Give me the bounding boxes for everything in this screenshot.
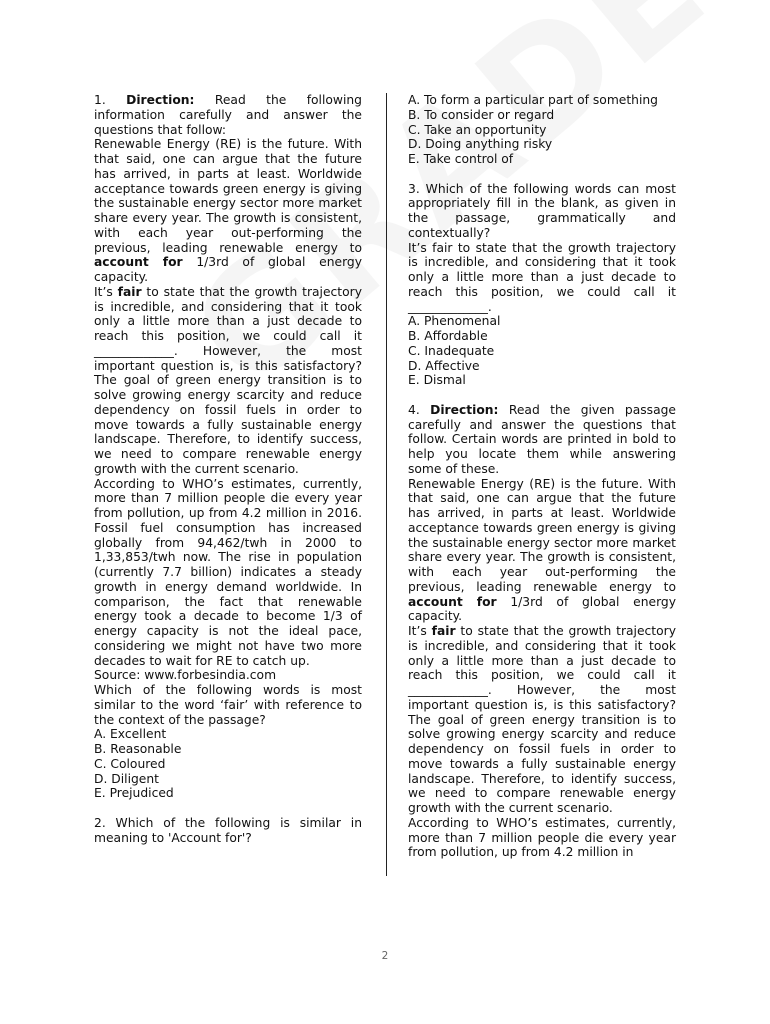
q1-bold-fair: fair: [117, 284, 142, 299]
q1-p2-text-a: It’s: [94, 284, 118, 299]
q4-bold-account-for: account for: [408, 594, 497, 609]
q1-question: Which of the following words is most similar to the word ‘fair’ with reference to the context of the passage?: [94, 683, 362, 727]
q4-direction-label: Direction:: [430, 402, 499, 417]
right-column: [408, 93, 676, 860]
q2-option-d: D. Doing anything risky: [408, 137, 553, 152]
q4-number: 4.: [408, 402, 420, 417]
q3-option-d: D. Affective: [408, 358, 480, 373]
q4-bold-fair: fair: [431, 624, 456, 638]
q3-question: 3. Which of the following words can most appropriately fill in the blank, as given in the passage, grammatically and contextually?: [408, 181, 676, 240]
q1-bold-account-for: account for: [94, 255, 183, 270]
q1-option-b: B. Reasonable: [94, 742, 182, 756]
q4-p1-text-b: 1/3rd of global energy capacity.: [408, 594, 677, 624]
spacer: [408, 388, 676, 403]
q4-passage-p3: According to WHO’s estimates, currently, more than 7 million people die every year from pollution, up from 4.2 million in: [408, 815, 676, 860]
q1-p1-text-b: 1/3rd of global energy capacity.: [94, 255, 363, 284]
q1-number: 1.: [94, 93, 106, 107]
q1-option-a: A. Excellent: [94, 727, 167, 742]
spacer: [94, 801, 362, 816]
q2-option-e: E. Take control of: [408, 152, 514, 166]
column-divider: [386, 93, 387, 876]
spacer: [408, 167, 676, 182]
q3-option-c: C. Inadequate: [408, 343, 495, 358]
q4-direction-text: Read the given passage carefully and answer the questions that follow. Certain words are printed in bold to help you locate them while answering some of these.: [408, 402, 676, 476]
q1-source: Source: www.forbesindia.com: [94, 668, 277, 683]
q2-option-c: C. Take an opportunity: [408, 122, 547, 137]
q3-excerpt: It’s fair to state that the growth trajectory is incredible, and considering that it took only a little more than a just decade to reach this position, we could call it _____________.: [408, 240, 676, 314]
q4-p2-text-a: It’s: [408, 624, 432, 638]
q3-option-e: E. Dismal: [408, 373, 466, 388]
q2-option-b: B. To consider or regard: [408, 107, 555, 122]
q2-question: 2. Which of the following is similar in meaning to 'Account for'?: [94, 815, 362, 845]
q1-p1-text-a: Renewable Energy (RE) is the future. With that said, one can argue that the future has arrived, in parts at least. Worldwide acceptance towards green energy is giving the sustainable energy sector more market share every year. The growth is consistent, with each year out-performing the previous, leading renewable energy to: [94, 137, 362, 255]
q1-direction-label: Direction:: [126, 93, 195, 107]
q4-direction: [408, 403, 676, 477]
q1-direction: [94, 93, 362, 137]
q1-passage-p2: [94, 285, 362, 477]
q1-direction-text: Read the following information carefully and answer the questions that follow:: [94, 93, 362, 137]
q4-passage-p1: [408, 477, 676, 625]
q1-option-e: E. Prejudiced: [94, 786, 174, 801]
q1-p2-text-b: to state that the growth trajectory is incredible, and considering that it took only a little more than a just decade to reach this position, we could call it _____________. However, the most important question is, is this satisfactory? The goal of green energy transition is to solve growing energy scarcity and reduce dependency on fossil fuels in order to move towards a fully sustainable energy landscape. Therefore, to identify success, we need to compare renewable energy growth with the current scenario.: [94, 284, 362, 476]
q4-p2-text-b: to state that the growth trajectory is incredible, and considering that it took only a little more than a just decade to reach this position, we could call it _____________. However, the most important question is, is this satisfactory? The goal of green energy transition is to solve growing energy scarcity and reduce dependency on fossil fuels in order to move towards a fully sustainable energy landscape. Therefore, to identify success, we need to compare renewable energy growth with the current scenario.: [408, 624, 676, 815]
q4-p1-text-a: Renewable Energy (RE) is the future. With that said, one can argue that the future has arrived, in parts at least. Worldwide acceptance towards green energy is giving the sustainable energy sector more market share every year. The growth is consistent, with each year out-performing the previous, leading renewable energy to: [408, 476, 676, 594]
q3-option-b: B. Affordable: [408, 329, 488, 343]
q1-passage-p3: According to WHO’s estimates, currently, more than 7 million people die every year from pollution, up from 4.2 million in 2016. Fossil fuel consumption has increased globally from 94,462/twh in 2000 to 1,33,853/twh now. The rise in population (currently 7.7 billion) indicates a steady growth in energy demand worldwide. In comparison, the fact that renewable energy took a decade to become 1/3 of energy capacity is not the ideal pace, considering we might not have two more decades to wait for RE to catch up.: [94, 476, 362, 668]
q1-passage-p1: [94, 137, 362, 285]
q3-option-a: A. Phenomenal: [408, 314, 501, 329]
q1-option-c: C. Coloured: [94, 756, 166, 771]
left-column: [94, 93, 362, 845]
q4-passage-p2: [408, 624, 676, 816]
q1-option-d: D. Diligent: [94, 771, 159, 786]
page-number: 2: [381, 950, 389, 962]
q2-option-a: A. To form a particular part of something: [408, 93, 658, 107]
